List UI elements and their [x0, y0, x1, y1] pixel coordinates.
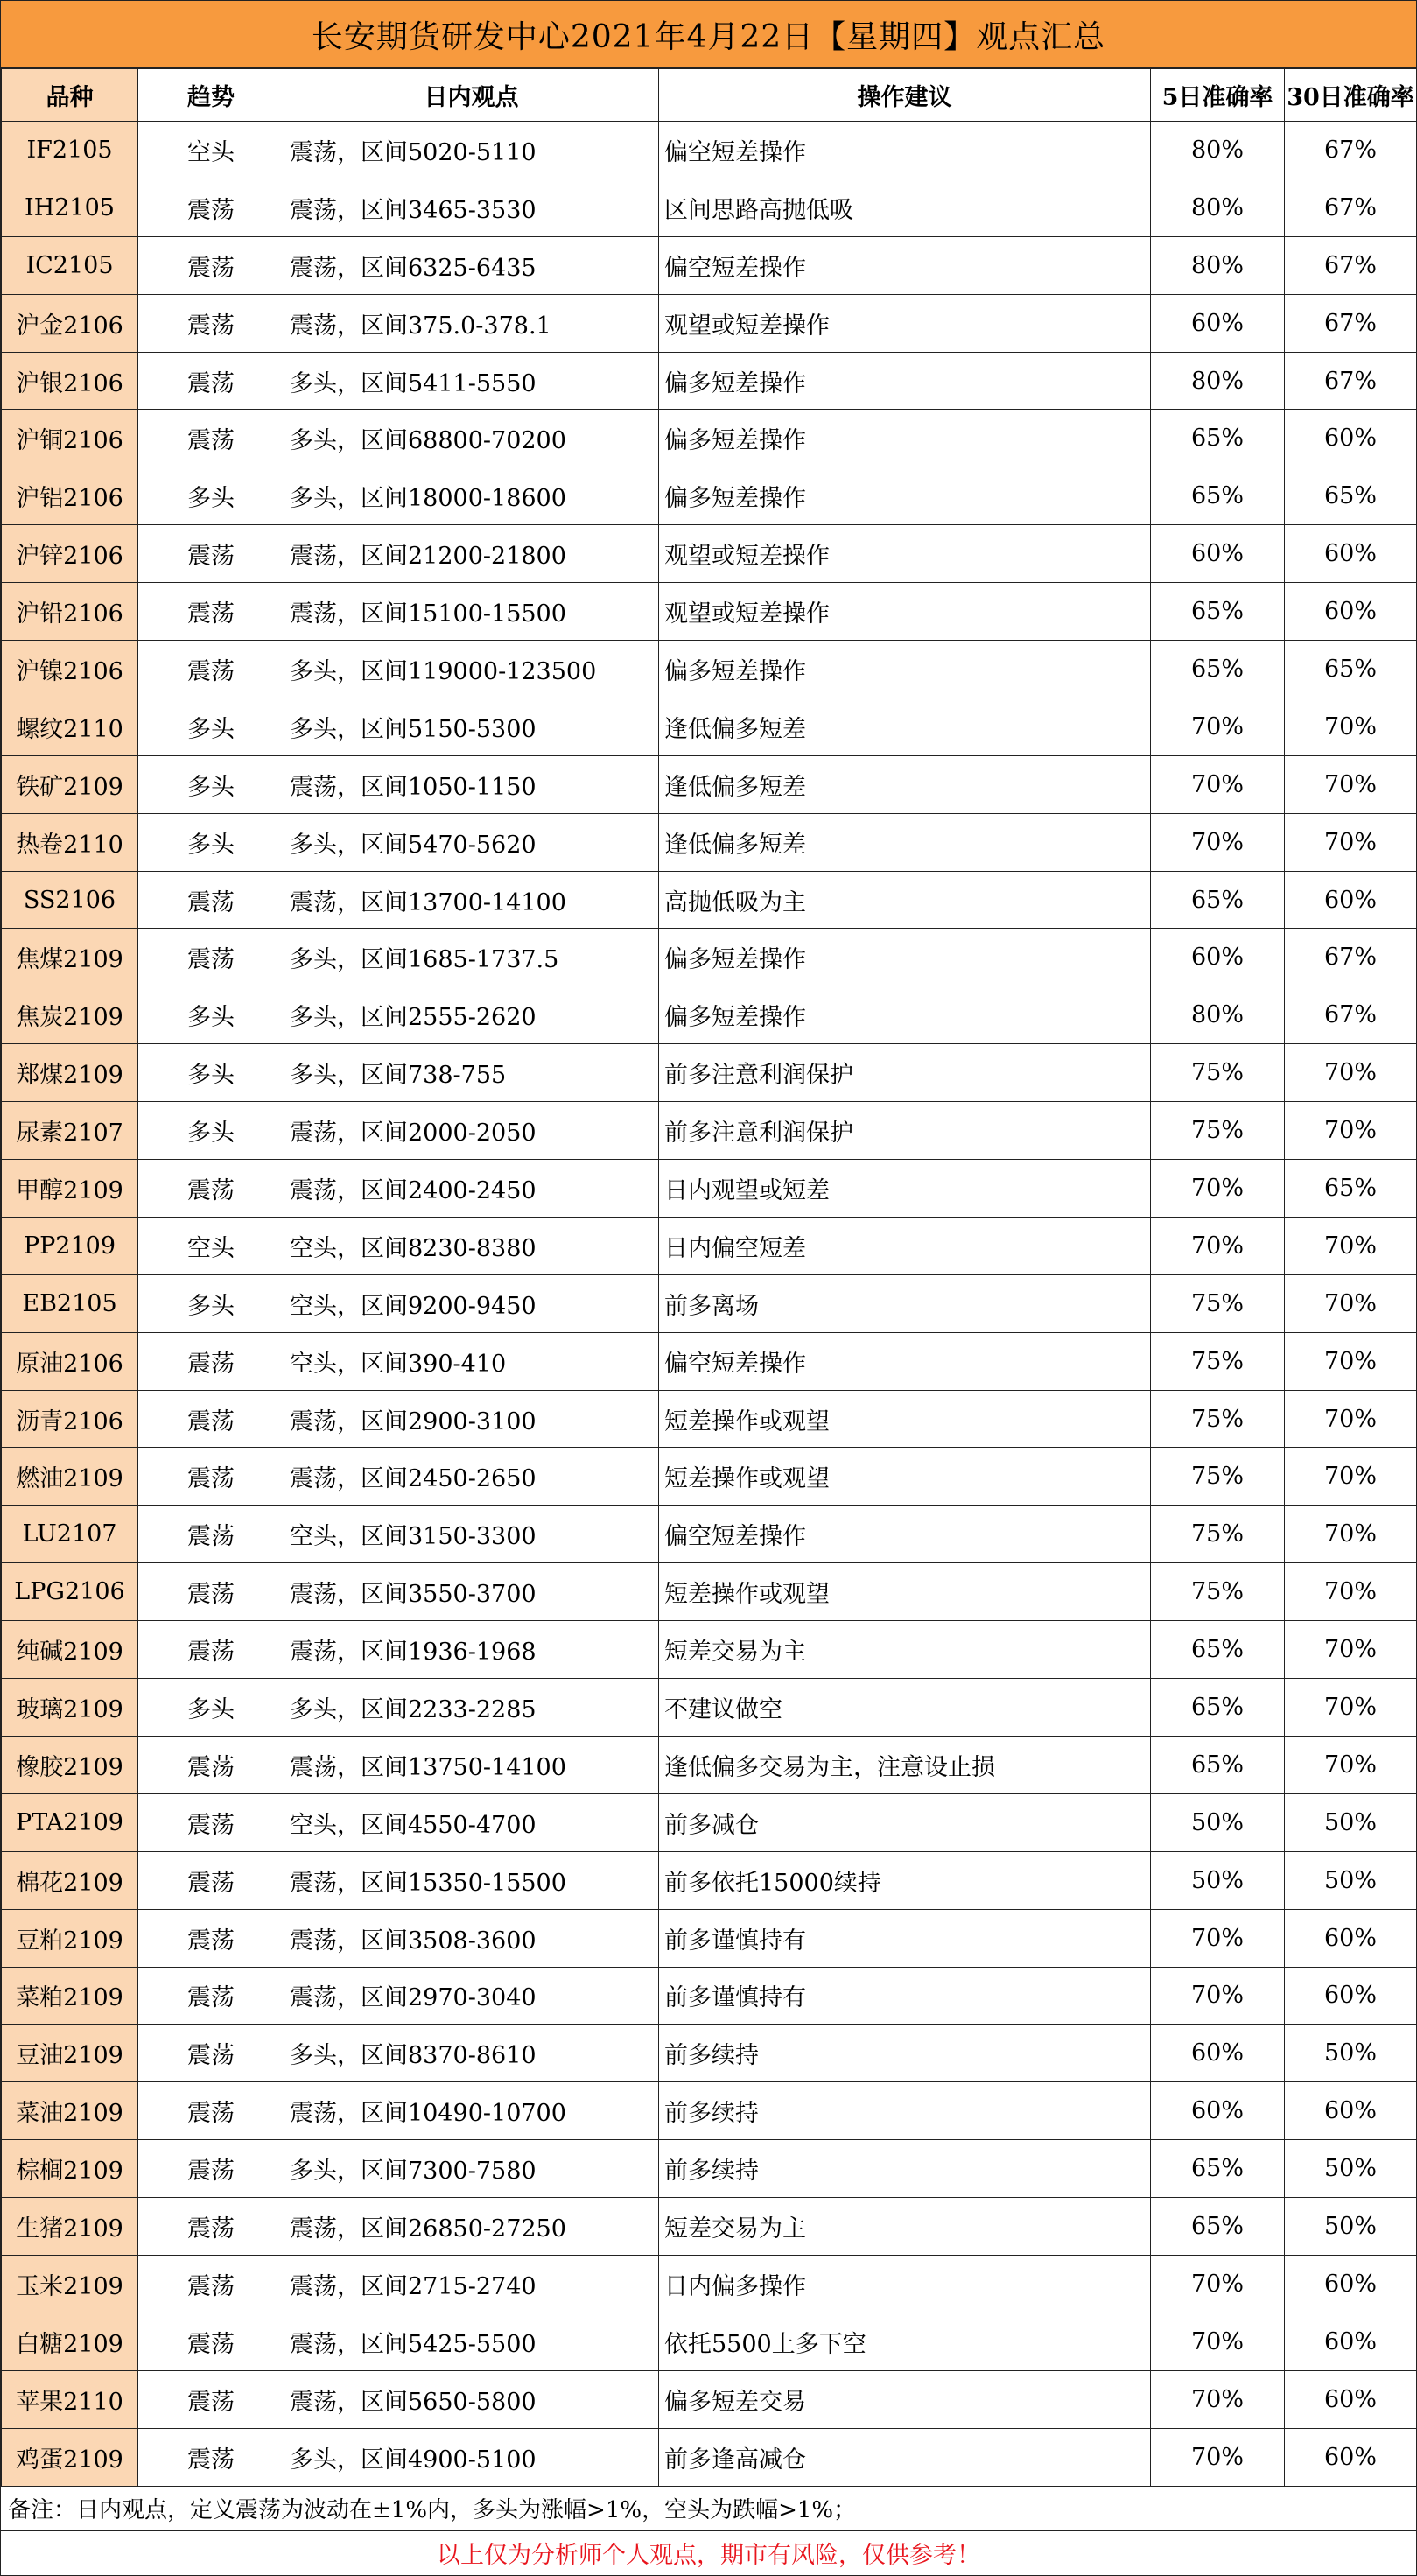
variety-cell: SS2106 — [2, 871, 138, 929]
intraday-view-cell: 空头，区间4550-4700 — [284, 1793, 659, 1851]
variety-cell: IH2105 — [2, 179, 138, 236]
table-row — [2, 929, 1417, 986]
advice-cell: 逢低偏多短差 — [659, 755, 1151, 813]
trend-cell: 震荡 — [138, 1390, 284, 1448]
acc5-cell: 60% — [1151, 2082, 1285, 2140]
acc5-cell: 70% — [1151, 1217, 1285, 1274]
table-row — [2, 1332, 1417, 1390]
intraday-view-cell: 震荡，区间1936-1968 — [284, 1621, 659, 1679]
acc30-cell: 60% — [1285, 410, 1417, 467]
advice-cell: 区间思路高抛低吸 — [659, 179, 1151, 236]
trend-cell: 震荡 — [138, 1909, 284, 1967]
advice-cell: 前多续持 — [659, 2140, 1151, 2198]
variety-cell: 沪镍2106 — [2, 641, 138, 698]
table-row — [2, 583, 1417, 641]
advice-cell: 偏空短差操作 — [659, 1506, 1151, 1563]
advice-cell: 逢低偏多交易为主，注意设止损 — [659, 1736, 1151, 1793]
table-row — [2, 2255, 1417, 2313]
acc30-cell: 60% — [1285, 2313, 1417, 2370]
acc5-cell: 75% — [1151, 1044, 1285, 1102]
trend-cell: 多头 — [138, 698, 284, 755]
variety-cell: 沪银2106 — [2, 352, 138, 410]
variety-cell: 沪锌2106 — [2, 525, 138, 583]
advice-cell: 高抛低吸为主 — [659, 871, 1151, 929]
intraday-view-cell: 多头，区间2233-2285 — [284, 1679, 659, 1737]
intraday-view-cell: 多头，区间4900-5100 — [284, 2428, 659, 2486]
acc5-cell: 75% — [1151, 1563, 1285, 1621]
advice-cell: 观望或短差操作 — [659, 525, 1151, 583]
acc5-cell: 70% — [1151, 1160, 1285, 1218]
acc30-cell: 50% — [1285, 2025, 1417, 2082]
acc5-cell: 60% — [1151, 294, 1285, 352]
views-table — [1, 68, 1417, 2487]
acc5-cell: 80% — [1151, 122, 1285, 179]
intraday-view-cell: 震荡，区间375.0-378.1 — [284, 294, 659, 352]
trend-cell: 震荡 — [138, 236, 284, 294]
variety-cell: 郑煤2109 — [2, 1044, 138, 1102]
table-row — [2, 179, 1417, 236]
table-row — [2, 2025, 1417, 2082]
intraday-view-cell: 多头，区间18000-18600 — [284, 467, 659, 525]
advice-cell: 短差交易为主 — [659, 1621, 1151, 1679]
acc30-cell: 60% — [1285, 2370, 1417, 2428]
acc30-cell: 67% — [1285, 294, 1417, 352]
acc5-cell: 60% — [1151, 929, 1285, 986]
intraday-view-cell: 空头，区间9200-9450 — [284, 1274, 659, 1332]
trend-cell: 震荡 — [138, 179, 284, 236]
trend-cell: 震荡 — [138, 1563, 284, 1621]
trend-cell: 多头 — [138, 986, 284, 1044]
variety-cell: 沪铜2106 — [2, 410, 138, 467]
table-row — [2, 410, 1417, 467]
acc5-cell: 80% — [1151, 986, 1285, 1044]
table-row — [2, 1217, 1417, 1274]
header-acc30: 30日准确率 — [1285, 69, 1417, 122]
advice-cell: 依托5500上多下空 — [659, 2313, 1151, 2370]
trend-cell: 多头 — [138, 1274, 284, 1332]
trend-cell: 震荡 — [138, 583, 284, 641]
table-row — [2, 294, 1417, 352]
table-row — [2, 813, 1417, 871]
trend-cell: 震荡 — [138, 2140, 284, 2198]
trend-cell: 震荡 — [138, 871, 284, 929]
variety-cell: 鸡蛋2109 — [2, 2428, 138, 2486]
acc5-cell: 70% — [1151, 1909, 1285, 1967]
acc30-cell: 70% — [1285, 1102, 1417, 1160]
acc30-cell: 60% — [1285, 871, 1417, 929]
acc5-cell: 60% — [1151, 525, 1285, 583]
acc5-cell: 70% — [1151, 813, 1285, 871]
table-row — [2, 2313, 1417, 2370]
trend-cell: 震荡 — [138, 641, 284, 698]
table-row — [2, 1448, 1417, 1506]
trend-cell: 震荡 — [138, 1448, 284, 1506]
table-row — [2, 986, 1417, 1044]
acc30-cell: 60% — [1285, 2255, 1417, 2313]
advice-cell: 前多注意利润保护 — [659, 1044, 1151, 1102]
acc5-cell: 60% — [1151, 2025, 1285, 2082]
table-row — [2, 2370, 1417, 2428]
acc30-cell: 67% — [1285, 179, 1417, 236]
intraday-view-cell: 多头，区间2555-2620 — [284, 986, 659, 1044]
header-intraday-view: 日内观点 — [284, 69, 659, 122]
acc30-cell: 70% — [1285, 1217, 1417, 1274]
table-row — [2, 1044, 1417, 1102]
acc30-cell: 60% — [1285, 1967, 1417, 2025]
trend-cell: 震荡 — [138, 294, 284, 352]
acc5-cell: 70% — [1151, 1967, 1285, 2025]
advice-cell: 前多注意利润保护 — [659, 1102, 1151, 1160]
table-row — [2, 1909, 1417, 1967]
trend-cell: 震荡 — [138, 525, 284, 583]
intraday-view-cell: 震荡，区间2450-2650 — [284, 1448, 659, 1506]
acc30-cell: 60% — [1285, 2428, 1417, 2486]
advice-cell: 前多谨慎持有 — [659, 1967, 1151, 2025]
table-row — [2, 2428, 1417, 2486]
acc5-cell: 70% — [1151, 698, 1285, 755]
variety-cell: 菜粕2109 — [2, 1967, 138, 2025]
table-row — [2, 1851, 1417, 1909]
advice-cell: 偏多短差操作 — [659, 641, 1151, 698]
advice-cell: 偏空短差操作 — [659, 1332, 1151, 1390]
acc30-cell: 70% — [1285, 1679, 1417, 1737]
sheet-title: 长安期货研发中心2021年4月22日【星期四】观点汇总 — [1, 0, 1416, 68]
advice-cell: 观望或短差操作 — [659, 583, 1151, 641]
advice-cell: 偏空短差操作 — [659, 122, 1151, 179]
acc30-cell: 67% — [1285, 352, 1417, 410]
intraday-view-cell: 震荡，区间2400-2450 — [284, 1160, 659, 1218]
acc5-cell: 65% — [1151, 410, 1285, 467]
acc30-cell: 50% — [1285, 1851, 1417, 1909]
acc30-cell: 67% — [1285, 122, 1417, 179]
trend-cell: 震荡 — [138, 1851, 284, 1909]
advice-cell: 偏空短差操作 — [659, 236, 1151, 294]
variety-cell: 橡胶2109 — [2, 1736, 138, 1793]
trend-cell: 多头 — [138, 755, 284, 813]
variety-cell: 热卷2110 — [2, 813, 138, 871]
acc30-cell: 67% — [1285, 986, 1417, 1044]
acc30-cell: 67% — [1285, 929, 1417, 986]
table-row — [2, 352, 1417, 410]
acc30-cell: 70% — [1285, 755, 1417, 813]
advice-cell: 前多续持 — [659, 2082, 1151, 2140]
table-row — [2, 1679, 1417, 1737]
acc5-cell: 75% — [1151, 1332, 1285, 1390]
footnote: 备注：日内观点，定义震荡为波动在±1%内，多头为涨幅>1%，空头为跌幅>1%； — [1, 2487, 1416, 2531]
trend-cell: 多头 — [138, 1102, 284, 1160]
acc5-cell: 65% — [1151, 1679, 1285, 1737]
acc5-cell: 70% — [1151, 2370, 1285, 2428]
variety-cell: 玉米2109 — [2, 2255, 138, 2313]
variety-cell: 苹果2110 — [2, 2370, 138, 2428]
header-trend: 趋势 — [138, 69, 284, 122]
advice-cell: 日内偏多操作 — [659, 2255, 1151, 2313]
variety-cell: 焦煤2109 — [2, 929, 138, 986]
trend-cell: 震荡 — [138, 1506, 284, 1563]
acc5-cell: 50% — [1151, 1851, 1285, 1909]
acc5-cell: 80% — [1151, 179, 1285, 236]
advice-cell: 偏多短差操作 — [659, 929, 1151, 986]
intraday-view-cell: 震荡，区间13700-14100 — [284, 871, 659, 929]
variety-cell: PTA2109 — [2, 1793, 138, 1851]
trend-cell: 震荡 — [138, 1967, 284, 2025]
intraday-view-cell: 震荡，区间3465-3530 — [284, 179, 659, 236]
acc30-cell: 70% — [1285, 1563, 1417, 1621]
table-row — [2, 1563, 1417, 1621]
variety-cell: EB2105 — [2, 1274, 138, 1332]
table-row — [2, 525, 1417, 583]
acc30-cell: 70% — [1285, 1044, 1417, 1102]
disclaimer: 以上仅为分析师个人观点，期市有风险，仅供参考！ — [1, 2531, 1416, 2576]
acc5-cell: 65% — [1151, 2198, 1285, 2256]
trend-cell: 震荡 — [138, 352, 284, 410]
intraday-view-cell: 震荡，区间10490-10700 — [284, 2082, 659, 2140]
variety-cell: 螺纹2110 — [2, 698, 138, 755]
acc30-cell: 70% — [1285, 698, 1417, 755]
advice-cell: 短差操作或观望 — [659, 1448, 1151, 1506]
acc5-cell: 65% — [1151, 641, 1285, 698]
variety-cell: 棕榈2109 — [2, 2140, 138, 2198]
acc30-cell: 70% — [1285, 1390, 1417, 1448]
acc5-cell: 65% — [1151, 2140, 1285, 2198]
acc30-cell: 50% — [1285, 1793, 1417, 1851]
acc5-cell: 80% — [1151, 352, 1285, 410]
intraday-view-cell: 多头，区间68800-70200 — [284, 410, 659, 467]
trend-cell: 多头 — [138, 1044, 284, 1102]
intraday-view-cell: 多头，区间5411-5550 — [284, 352, 659, 410]
acc5-cell: 75% — [1151, 1448, 1285, 1506]
advice-cell: 前多减仓 — [659, 1793, 1151, 1851]
advice-cell: 短差操作或观望 — [659, 1563, 1151, 1621]
intraday-view-cell: 多头，区间738-755 — [284, 1044, 659, 1102]
advice-cell: 日内偏空短差 — [659, 1217, 1151, 1274]
variety-cell: 玻璃2109 — [2, 1679, 138, 1737]
acc5-cell: 75% — [1151, 1102, 1285, 1160]
table-row — [2, 2082, 1417, 2140]
intraday-view-cell: 多头，区间1685-1737.5 — [284, 929, 659, 986]
variety-cell: LU2107 — [2, 1506, 138, 1563]
advice-cell: 前多逢高减仓 — [659, 2428, 1151, 2486]
intraday-view-cell: 震荡，区间5020-5110 — [284, 122, 659, 179]
trend-cell: 震荡 — [138, 2428, 284, 2486]
variety-cell: 燃油2109 — [2, 1448, 138, 1506]
advice-cell: 偏多短差交易 — [659, 2370, 1151, 2428]
variety-cell: 原油2106 — [2, 1332, 138, 1390]
table-row — [2, 467, 1417, 525]
variety-cell: 豆粕2109 — [2, 1909, 138, 1967]
acc30-cell: 65% — [1285, 641, 1417, 698]
acc30-cell: 70% — [1285, 1332, 1417, 1390]
advice-cell: 偏多短差操作 — [659, 467, 1151, 525]
table-row — [2, 755, 1417, 813]
advice-cell: 前多依托15000续持 — [659, 1851, 1151, 1909]
variety-cell: 纯碱2109 — [2, 1621, 138, 1679]
acc30-cell: 70% — [1285, 1448, 1417, 1506]
advice-cell: 偏多短差操作 — [659, 410, 1151, 467]
variety-cell: 沥青2106 — [2, 1390, 138, 1448]
variety-cell: 甲醇2109 — [2, 1160, 138, 1218]
acc30-cell: 70% — [1285, 1621, 1417, 1679]
table-row — [2, 1274, 1417, 1332]
acc30-cell: 70% — [1285, 1274, 1417, 1332]
table-row — [2, 871, 1417, 929]
variety-cell: 沪铅2106 — [2, 583, 138, 641]
acc30-cell: 67% — [1285, 236, 1417, 294]
acc30-cell: 65% — [1285, 1160, 1417, 1218]
intraday-view-cell: 震荡，区间21200-21800 — [284, 525, 659, 583]
table-row — [2, 1967, 1417, 2025]
trend-cell: 震荡 — [138, 1736, 284, 1793]
acc30-cell: 70% — [1285, 1736, 1417, 1793]
intraday-view-cell: 多头，区间5470-5620 — [284, 813, 659, 871]
table-row — [2, 2140, 1417, 2198]
acc30-cell: 60% — [1285, 525, 1417, 583]
intraday-view-cell: 震荡，区间15350-15500 — [284, 1851, 659, 1909]
trend-cell: 震荡 — [138, 2255, 284, 2313]
variety-cell: 沪金2106 — [2, 294, 138, 352]
trend-cell: 震荡 — [138, 1160, 284, 1218]
acc5-cell: 65% — [1151, 1621, 1285, 1679]
acc30-cell: 65% — [1285, 467, 1417, 525]
trend-cell: 多头 — [138, 813, 284, 871]
advice-cell: 前多离场 — [659, 1274, 1151, 1332]
trend-cell: 空头 — [138, 1217, 284, 1274]
table-row — [2, 641, 1417, 698]
intraday-view-cell: 震荡，区间3550-3700 — [284, 1563, 659, 1621]
table-row — [2, 1390, 1417, 1448]
acc30-cell: 60% — [1285, 583, 1417, 641]
acc30-cell: 60% — [1285, 1909, 1417, 1967]
intraday-view-cell: 震荡，区间6325-6435 — [284, 236, 659, 294]
acc5-cell: 65% — [1151, 467, 1285, 525]
intraday-view-cell: 空头，区间8230-8380 — [284, 1217, 659, 1274]
variety-cell: 焦炭2109 — [2, 986, 138, 1044]
variety-cell: 尿素2107 — [2, 1102, 138, 1160]
trend-cell: 空头 — [138, 122, 284, 179]
acc30-cell: 70% — [1285, 1506, 1417, 1563]
variety-cell: 沪铝2106 — [2, 467, 138, 525]
trend-cell: 震荡 — [138, 1332, 284, 1390]
table-row — [2, 1621, 1417, 1679]
trend-cell: 多头 — [138, 467, 284, 525]
trend-cell: 震荡 — [138, 1793, 284, 1851]
acc5-cell: 50% — [1151, 1793, 1285, 1851]
advice-cell: 不建议做空 — [659, 1679, 1151, 1737]
variety-cell: 豆油2109 — [2, 2025, 138, 2082]
advice-cell: 观望或短差操作 — [659, 294, 1151, 352]
acc30-cell: 50% — [1285, 2140, 1417, 2198]
trend-cell: 震荡 — [138, 2313, 284, 2370]
intraday-view-cell: 震荡，区间2970-3040 — [284, 1967, 659, 2025]
advice-cell: 短差操作或观望 — [659, 1390, 1151, 1448]
advice-cell: 短差交易为主 — [659, 2198, 1151, 2256]
acc5-cell: 75% — [1151, 1390, 1285, 1448]
variety-cell: 白糖2109 — [2, 2313, 138, 2370]
acc5-cell: 65% — [1151, 871, 1285, 929]
acc30-cell: 60% — [1285, 2082, 1417, 2140]
advice-cell: 逢低偏多短差 — [659, 698, 1151, 755]
acc5-cell: 70% — [1151, 2428, 1285, 2486]
variety-cell: 棉花2109 — [2, 1851, 138, 1909]
header-variety: 品种 — [2, 69, 138, 122]
intraday-view-cell: 震荡，区间1050-1150 — [284, 755, 659, 813]
header-advice: 操作建议 — [659, 69, 1151, 122]
intraday-view-cell: 震荡，区间5425-5500 — [284, 2313, 659, 2370]
advice-cell: 偏多短差操作 — [659, 352, 1151, 410]
trend-cell: 震荡 — [138, 410, 284, 467]
trend-cell: 多头 — [138, 1679, 284, 1737]
header-acc5: 5日准确率 — [1151, 69, 1285, 122]
header-row — [2, 69, 1417, 122]
acc5-cell: 75% — [1151, 1506, 1285, 1563]
variety-cell: 菜油2109 — [2, 2082, 138, 2140]
variety-cell: 生猪2109 — [2, 2198, 138, 2256]
table-row — [2, 1506, 1417, 1563]
advice-cell: 前多续持 — [659, 2025, 1151, 2082]
variety-cell: IC2105 — [2, 236, 138, 294]
acc5-cell: 70% — [1151, 2313, 1285, 2370]
intraday-view-cell: 多头，区间119000-123500 — [284, 641, 659, 698]
acc30-cell: 50% — [1285, 2198, 1417, 2256]
intraday-view-cell: 震荡，区间15100-15500 — [284, 583, 659, 641]
trend-cell: 震荡 — [138, 1621, 284, 1679]
trend-cell: 震荡 — [138, 2025, 284, 2082]
acc5-cell: 65% — [1151, 1736, 1285, 1793]
intraday-view-cell: 震荡，区间2000-2050 — [284, 1102, 659, 1160]
intraday-view-cell: 多头，区间5150-5300 — [284, 698, 659, 755]
table-row — [2, 1736, 1417, 1793]
intraday-view-cell: 空头，区间390-410 — [284, 1332, 659, 1390]
intraday-view-cell: 多头，区间7300-7580 — [284, 2140, 659, 2198]
intraday-view-cell: 震荡，区间3508-3600 — [284, 1909, 659, 1967]
trend-cell: 震荡 — [138, 2370, 284, 2428]
acc5-cell: 70% — [1151, 2255, 1285, 2313]
trend-cell: 震荡 — [138, 2082, 284, 2140]
trend-cell: 震荡 — [138, 929, 284, 986]
variety-cell: IF2105 — [2, 122, 138, 179]
variety-cell: PP2109 — [2, 1217, 138, 1274]
acc5-cell: 70% — [1151, 755, 1285, 813]
acc5-cell: 80% — [1151, 236, 1285, 294]
intraday-view-cell: 震荡，区间26850-27250 — [284, 2198, 659, 2256]
advice-cell: 偏多短差操作 — [659, 986, 1151, 1044]
intraday-view-cell: 空头，区间3150-3300 — [284, 1506, 659, 1563]
advice-cell: 日内观望或短差 — [659, 1160, 1151, 1218]
acc30-cell: 70% — [1285, 813, 1417, 871]
table-body — [2, 122, 1417, 2487]
trend-cell: 震荡 — [138, 2198, 284, 2256]
table-row — [2, 1102, 1417, 1160]
variety-cell: 铁矿2109 — [2, 755, 138, 813]
table-row — [2, 236, 1417, 294]
table-row — [2, 122, 1417, 179]
intraday-view-cell: 震荡，区间5650-5800 — [284, 2370, 659, 2428]
table-row — [2, 1793, 1417, 1851]
table-row — [2, 698, 1417, 755]
acc5-cell: 65% — [1151, 583, 1285, 641]
table-row — [2, 1160, 1417, 1218]
advice-cell: 前多谨慎持有 — [659, 1909, 1151, 1967]
intraday-view-cell: 震荡，区间2900-3100 — [284, 1390, 659, 1448]
intraday-view-cell: 多头，区间8370-8610 — [284, 2025, 659, 2082]
variety-cell: LPG2106 — [2, 1563, 138, 1621]
intraday-view-cell: 震荡，区间13750-14100 — [284, 1736, 659, 1793]
intraday-view-cell: 震荡，区间2715-2740 — [284, 2255, 659, 2313]
advice-cell: 逢低偏多短差 — [659, 813, 1151, 871]
acc5-cell: 75% — [1151, 1274, 1285, 1332]
table-row — [2, 2198, 1417, 2256]
